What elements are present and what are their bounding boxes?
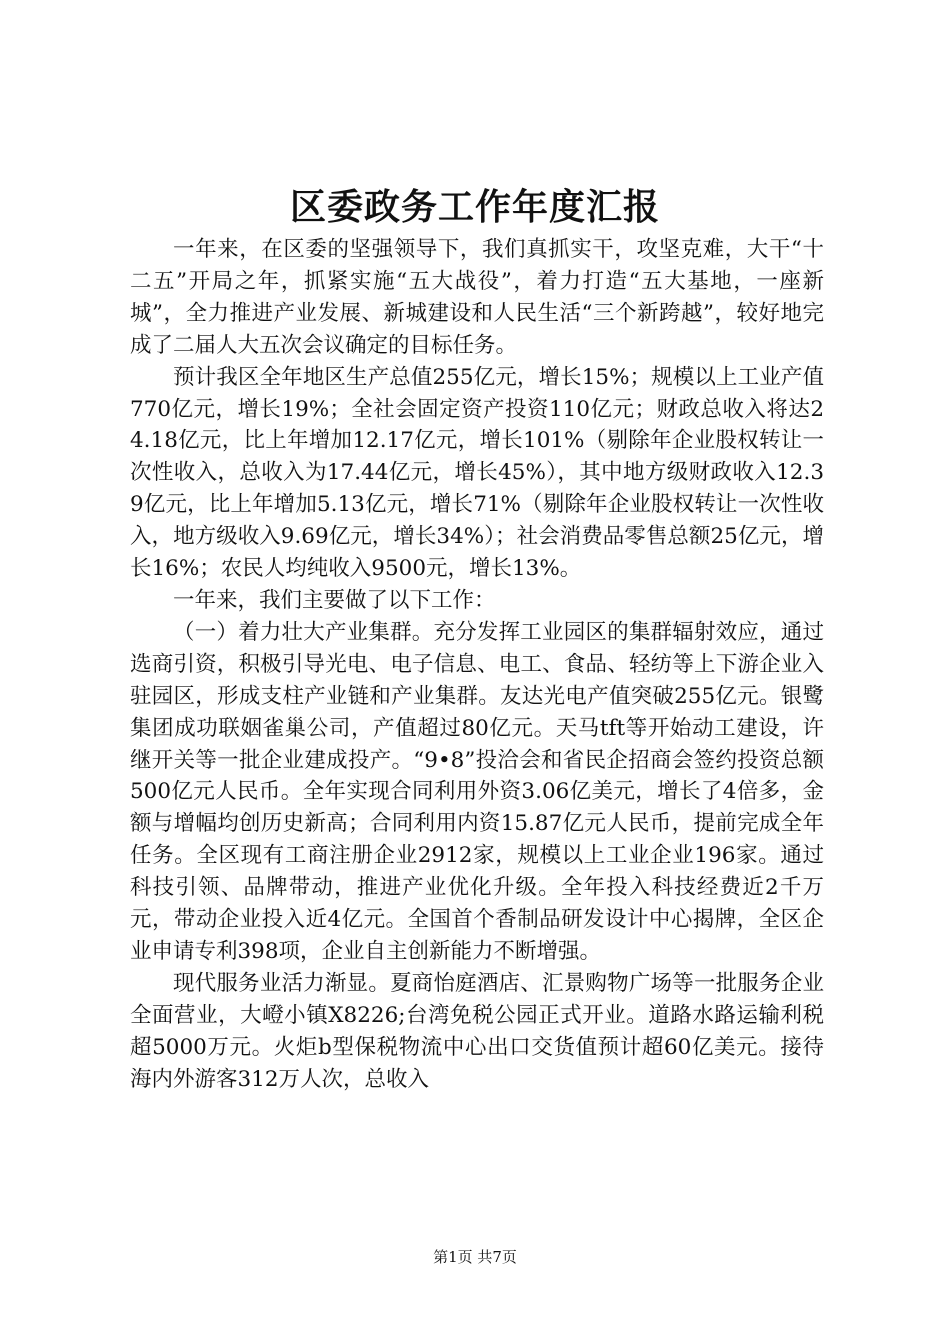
page-number-footer: 第1页 共7页 <box>433 1248 517 1266</box>
paragraph-intro: 一年来，在区委的坚强领导下，我们真抓实干，攻坚克难，大干“十二五”开局之年，抓紧实施“五大战役”，着力打造“五大基地，一座新城”，全力推进产业发展、新城建设和人民生活“三个新跨越”，较好地完成了二届人大五次会议确定的目标任务。 <box>130 237 824 358</box>
paragraph-work-intro: 一年来，我们主要做了以下工作： <box>173 587 496 613</box>
paragraph-statistics: 预计我区全年地区生产总值255亿元，增长15%；规模以上工业产值770亿元，增长19%；全社会固定资产投资110亿元；财政总收入将达24.18亿元，比上年增加12.17亿元，增长101%（剔除年企业股权转让一次性收入，总收入为17.44亿元，增长45%），其中地方级财政收入12.39亿元，比上年增加5.13亿元，增长71%（剔除年企业股权转让一次性收入，地方级收入9.69亿元，增长34%）；社会消费品零售总额25亿元，增长16%；农民人均纯收入9500元，增长13%。 <box>130 364 824 582</box>
paragraph-industry-cluster: （一）着力壮大产业集群。充分发挥工业园区的集群辐射效应，通过选商引资，积极引导光电、电子信息、电工、食品、轻纺等上下游企业入驻园区，形成支柱产业链和产业集群。友达光电产值突破255亿元。银鹭集团成功联姻雀巢公司，产值超过80亿元。天马tft等开始动工建设，许继开关等一批企业建成投产。“9•8”投洽会和省民企招商会签约投资总额500亿元人民币。全年实现合同利用外资3.06亿美元，增长了4倍多，金额与增幅均创历史新高；合同利用内资15.87亿元人民币，提前完成全年任务。全区现有工商注册企业2912家，规模以上工业企业196家。通过科技引领、品牌带动，推进产业优化升级。全年投入科技经费近2千万元，带动企业投入近4亿元。全国首个香制品研发设计中心揭牌，全区企业申请专利398项，企业自主创新能力不断增强。 <box>130 619 824 964</box>
document-title: 区委政务工作年度汇报 <box>289 186 660 228</box>
document-body <box>130 234 824 1095</box>
paragraph-service-industry: 现代服务业活力渐显。夏商怡庭酒店、汇景购物广场等一批服务企业全面营业，大嶝小镇X8226;台湾免税公园正式开业。道路水路运输利税超5000万元。火炬b型保税物流中心出口交货值预计超60亿美元。接待海内外游客312万人次，总收入 <box>130 970 824 1092</box>
